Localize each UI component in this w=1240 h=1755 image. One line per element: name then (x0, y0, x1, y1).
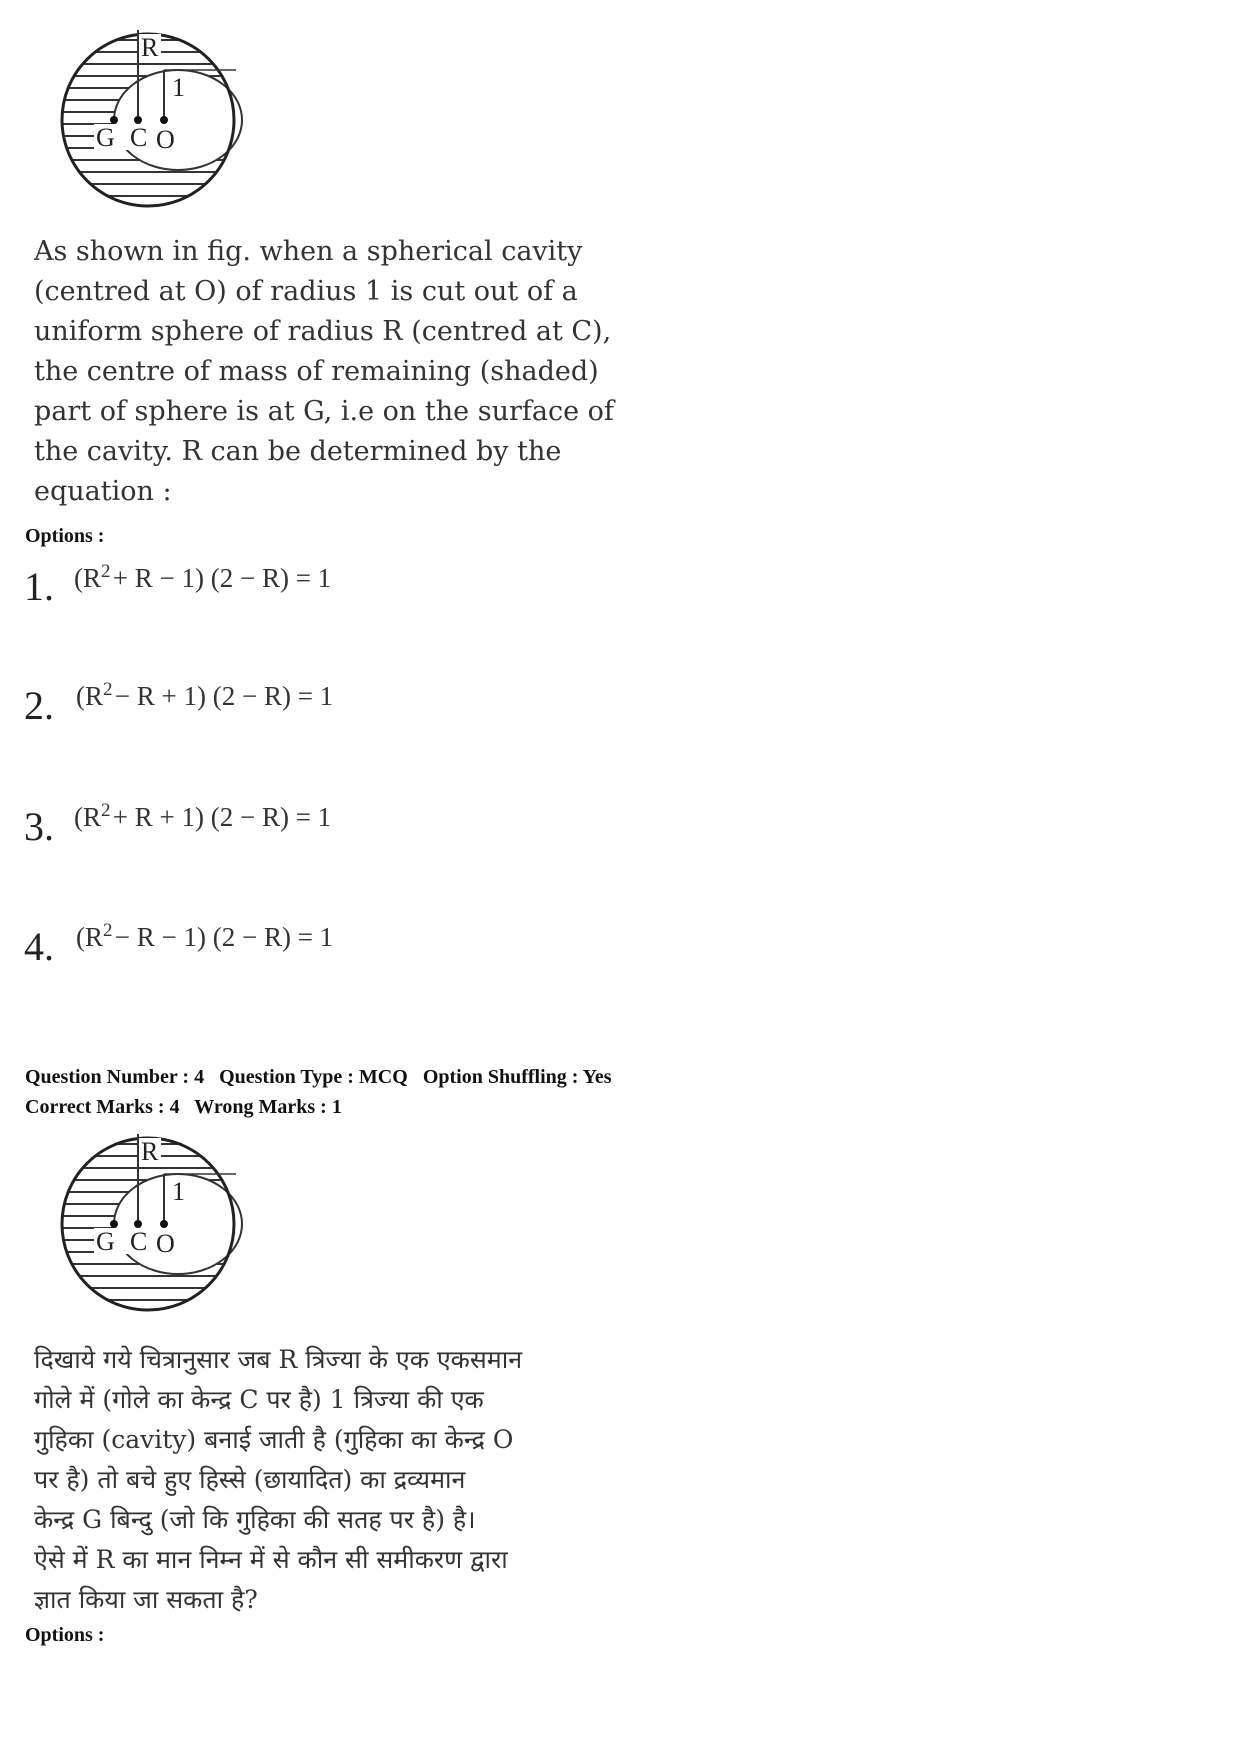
equation-rest: − R + 1) (2 − R) = 1 (114, 681, 334, 711)
option-number: 3. (24, 804, 54, 849)
option-number: 4. (24, 924, 54, 969)
question-text-hindi (34, 1340, 554, 1620)
correct-marks: Correct Marks : 4 (25, 1096, 180, 1118)
figure-label-o: O (156, 125, 175, 154)
equation-exponent: 2 (101, 561, 111, 582)
option-number: 1. (24, 564, 54, 609)
wrong-marks: Wrong Marks : 1 (194, 1096, 342, 1118)
question-text-line: uniform sphere of radius R (centred at C), (34, 316, 612, 347)
equation-exponent: 2 (101, 800, 111, 821)
question-text-line: पर है) तो बचे हुए हिस्से (छायादित) का द्रव्यमान (34, 1465, 466, 1494)
figure-label-one: 1 (172, 73, 185, 102)
question-text-line: केन्द्र G बिन्दु (जो कि गुहिका की सतह पर है) है। (34, 1505, 476, 1534)
question-text-line: part of sphere is at G, i.e on the surface of (34, 396, 614, 427)
equation-open: (R (76, 681, 103, 711)
question-text-line: गोले में (गोले का केन्द्र C पर है) 1 त्रिज्या की एक (34, 1385, 484, 1414)
question-marks-line (25, 1096, 352, 1119)
question-meta-line (25, 1066, 622, 1089)
equation-rest: − R − 1) (2 − R) = 1 (114, 922, 334, 952)
question-text-line: (centred at O) of radius 1 is cut out of a (34, 276, 578, 307)
figure-label-c: C (130, 123, 148, 152)
option-number: 2. (24, 683, 54, 728)
equation-exponent: 2 (103, 920, 113, 941)
question-text-line: As shown in fig. when a spherical cavity (34, 236, 583, 267)
options-label: Options : (25, 525, 105, 547)
question-text-line: the centre of mass of remaining (shaded) (34, 356, 599, 387)
question-text-line: ज्ञात किया जा सकता है? (34, 1585, 258, 1614)
question-text-line: ऐसे में R का मान निम्न में से कौन सी समीकरण द्वारा (34, 1545, 508, 1574)
figure-label-g: G (96, 1227, 115, 1256)
question-text-line: गुहिका (cavity) बनाई जाती है (गुहिका का केन्द्र O (34, 1425, 514, 1454)
sphere-cavity-figure (60, 26, 250, 216)
option-equation (76, 921, 333, 953)
equation-open: (R (74, 802, 101, 832)
equation-open: (R (74, 563, 101, 593)
question-number: Question Number : 4 (25, 1066, 205, 1088)
figure-label-one: 1 (172, 1177, 185, 1206)
options-label: Options : (25, 1624, 105, 1646)
equation-open: (R (76, 922, 103, 952)
option-equation (74, 801, 331, 833)
figure-label-g: G (96, 123, 115, 152)
question-type: Question Type : MCQ (219, 1066, 408, 1088)
figure-label-c: C (130, 1227, 148, 1256)
question-text-line: दिखाये गये चित्रानुसार जब R त्रिज्या के एक एकसमान (34, 1345, 523, 1374)
equation-exponent: 2 (103, 679, 113, 700)
option-equation (74, 562, 331, 594)
option-equation (76, 680, 333, 712)
question-text-line: equation : (34, 476, 172, 507)
option-shuffling: Option Shuffling : Yes (422, 1066, 612, 1088)
question-text-line: the cavity. R can be determined by the (34, 436, 562, 467)
equation-rest: + R − 1) (2 − R) = 1 (112, 563, 332, 593)
figure-label-r: R (141, 1137, 159, 1166)
equation-rest: + R + 1) (2 − R) = 1 (112, 802, 332, 832)
figure-label-r: R (141, 33, 159, 62)
sphere-cavity-figure (60, 1130, 250, 1320)
figure-label-o: O (156, 1229, 175, 1258)
question-text (34, 232, 614, 512)
